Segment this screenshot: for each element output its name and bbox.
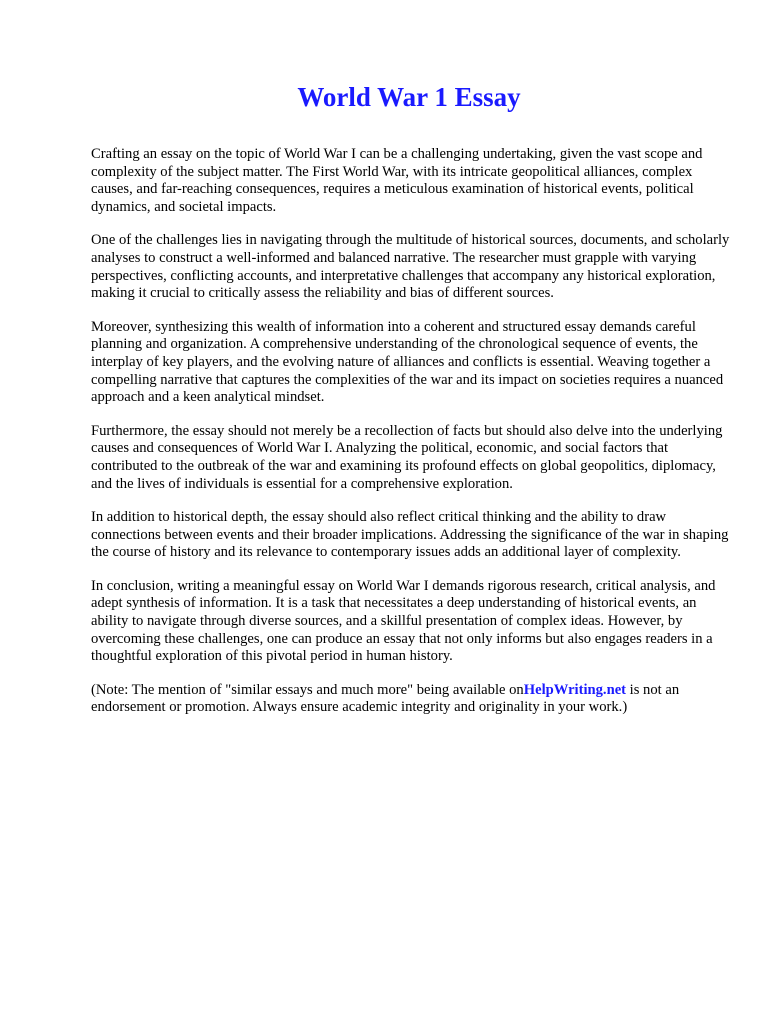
page-title: World War 1 Essay bbox=[297, 82, 521, 112]
helpwriting-link[interactable]: HelpWriting.net bbox=[523, 681, 627, 698]
paragraph-challenges: One of the challenges lies in navigating through the multitude of historical sources, documents, and scholarly analyses to construct a well-informed and balanced narrative. The researcher must grapple with varying perspectives, conflicting accounts, and interpretative challenges that accompany any historical exploration, making it crucial to critically assess the reliability and bias of different sources. bbox=[91, 232, 730, 302]
note-paragraph bbox=[91, 682, 731, 717]
paragraph-synthesis: Moreover, synthesizing this wealth of information into a coherent and structured essay demands careful planning and organization. A comprehensive understanding of the chronological sequence of events, the interplay of key players, and the evolving nature of alliances and conflicts is essential. Weaving together a compelling narrative that captures the complexities of the war and its impact on societies requires a nuanced approach and a keen analytical mindset. bbox=[91, 318, 724, 406]
note-text-after-link: is not an endorsement or promotion. Always ensure academic integrity and originality in your work.) bbox=[91, 681, 680, 716]
paragraph-causes: Furthermore, the essay should not merely be a recollection of facts but should also delve into the underlying causes and consequences of World War I. Analyzing the political, economic, and social factors that contributed to the outbreak of the war and examining its profound effects on global geopolitics, diplomacy, and the lives of individuals is essential for a comprehensive exploration. bbox=[91, 422, 723, 492]
essay-body bbox=[91, 146, 731, 733]
paragraph-conclusion: In conclusion, writing a meaningful essay on World War I demands rigorous research, critical analysis, and adept synthesis of information. It is a task that necessitates a deep understanding of historical events, an ability to navigate through diverse sources, and a skillful presentation of complex ideas. However, by overcoming these challenges, one can produce an essay that not only informs but also engages readers in a thoughtful exploration of this pivotal period in human history. bbox=[91, 577, 716, 665]
note-text-before-link: (Note: The mention of "similar essays and much more" being available on bbox=[91, 681, 524, 698]
paragraph-critical-thinking: In addition to historical depth, the essay should also reflect critical thinking and the ability to draw connections between events and their broader implications. Addressing the significance of the war in shaping the course of history and its relevance to contemporary issues adds an additional layer of complexity. bbox=[91, 509, 729, 561]
paragraph-intro: Crafting an essay on the topic of World War I can be a challenging undertaking, given the vast scope and complexity of the subject matter. The First World War, with its intricate geopolitical alliances, complex causes, and far-reaching consequences, requires a meticulous examination of historical events, political dynamics, and societal impacts. bbox=[91, 146, 703, 215]
